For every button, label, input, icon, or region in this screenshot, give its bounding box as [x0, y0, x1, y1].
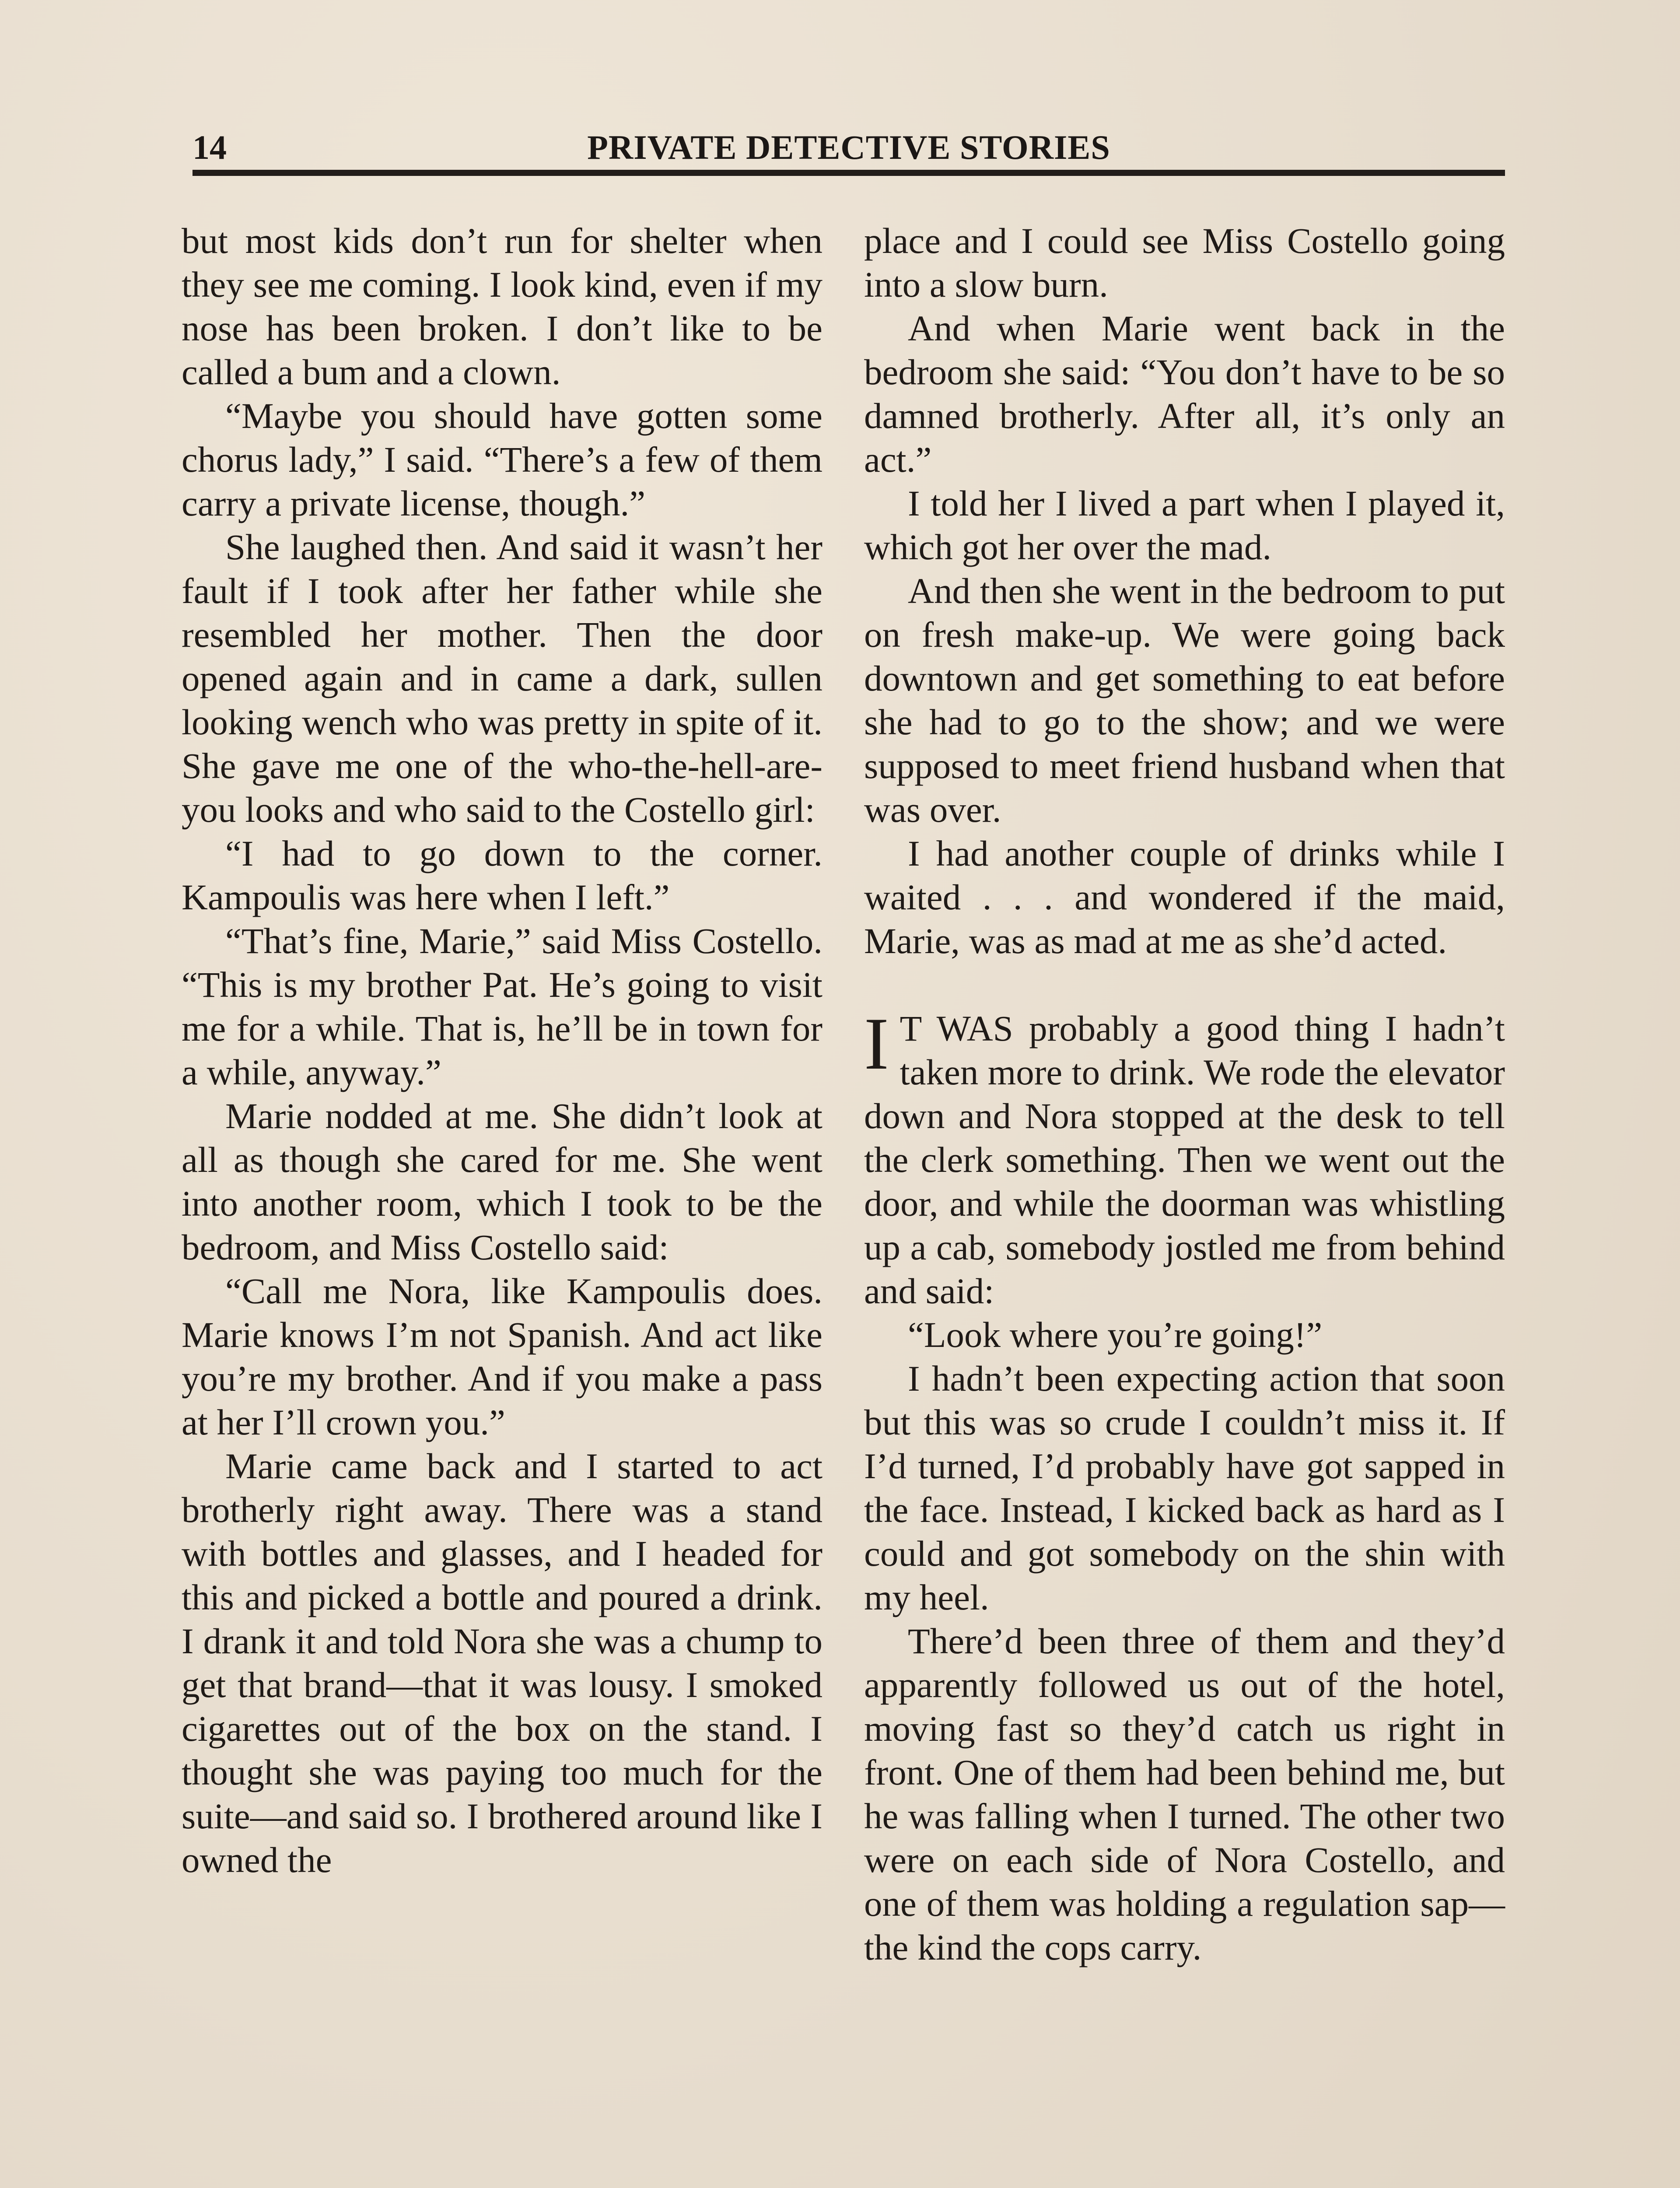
paragraph: I told her I lived a part when I played it, which got her over the mad. — [864, 483, 1505, 567]
header-rule — [192, 170, 1505, 176]
paragraph: Marie came back and I started to act brotherly right away. There was a stand with bottles and glasses, and I headed for this and picked a bottle and poured a drink. I drank it and told Nora she was a chump to get that brand—that it was lousy. I smoked cigarettes out of the box on the stand. I thought she was paying too much for the suite—and said so. I brothered around like I owned the — [182, 1446, 822, 1880]
paragraph: place and I could see Miss Costello going into a slow burn. — [864, 221, 1505, 305]
paragraph: I had another couple of drinks while I waited . . . and wondered if the maid, Marie, was as mad at me as she’d acted. — [864, 833, 1505, 961]
paragraph-text: T WAS probably a good thing I hadn’t taken more to drink. We rode the elevator down and Nora stopped at the desk to tell the clerk something. Then we went out the door, and while the doorman was whistling up a cab, somebody jostled me from behind and said: — [864, 1008, 1505, 1311]
paragraph: And then she went in the bedroom to put on fresh make-up. We were going back downtown and get something to eat before she had to go to the show; and we were supposed to meet friend husband when that was over. — [864, 571, 1505, 830]
drop-cap: I — [864, 1003, 889, 1085]
paragraph: “That’s fine, Marie,” said Miss Costello. “This is my brother Pat. He’s going to visit me for a while. That is, he’ll be in town for a while, anyway.” — [182, 921, 822, 1092]
paragraph: I hadn’t been expecting action that soon but this was so crude I couldn’t miss it. If I’d turned, I’d probably have got sapped in the face. Instead, I kicked back as hard as I could and got somebody on the shin with my heel. — [864, 1358, 1505, 1617]
paragraph: Marie nodded at me. She didn’t look at all as though she cared for me. She went into another room, which I took to be the bedroom, and Miss Costello said: — [182, 1096, 822, 1267]
paragraph: “Look where you’re going!” — [908, 1315, 1323, 1355]
page-number: 14 — [192, 128, 227, 166]
paragraph: There’d been three of them and they’d apparently followed us out of the hotel, moving fast so they’d catch us right in front. One of them had been behind me, but he was falling when I turned. The other two were on each side of Nora Costello, and one of them was holding a regulation sap—the kind the cops carry. — [864, 1621, 1505, 1967]
paragraph: “I had to go down to the corner. Kampoulis was here when I left.” — [182, 833, 822, 917]
paragraph: “Maybe you should have gotten some chorus lady,” I said. “There’s a few of them carry a private license, though.” — [182, 396, 822, 523]
paragraph: “Call me Nora, like Kampoulis does. Marie knows I’m not Spanish. And act like you’re my brother. And if you make a pass at her I’ll crown you.” — [182, 1271, 822, 1442]
page-header — [192, 123, 1505, 172]
paragraph: She laughed then. And said it wasn’t her fault if I took after her father while she resembled her mother. Then the door opened again and in came a dark, sullen looking wench who was pretty in spite of it. She gave me one of the who-the-hell-are-you looks and who said to the Costello girl: — [182, 527, 822, 830]
running-head: PRIVATE DETECTIVE STORIES — [587, 128, 1110, 166]
right-column — [864, 219, 1505, 1969]
paragraph: but most kids don’t run for shelter when they see me coming. I look kind, even if my nose has been broken. I don’t like to be called a bum and a clown. — [182, 221, 822, 392]
paragraph: And when Marie went back in the bedroom she said: “You don’t have to be so damned brotherly. After all, it’s only an act.” — [864, 308, 1505, 480]
section-opening-paragraph — [864, 1003, 1505, 1313]
left-column — [182, 219, 822, 1882]
